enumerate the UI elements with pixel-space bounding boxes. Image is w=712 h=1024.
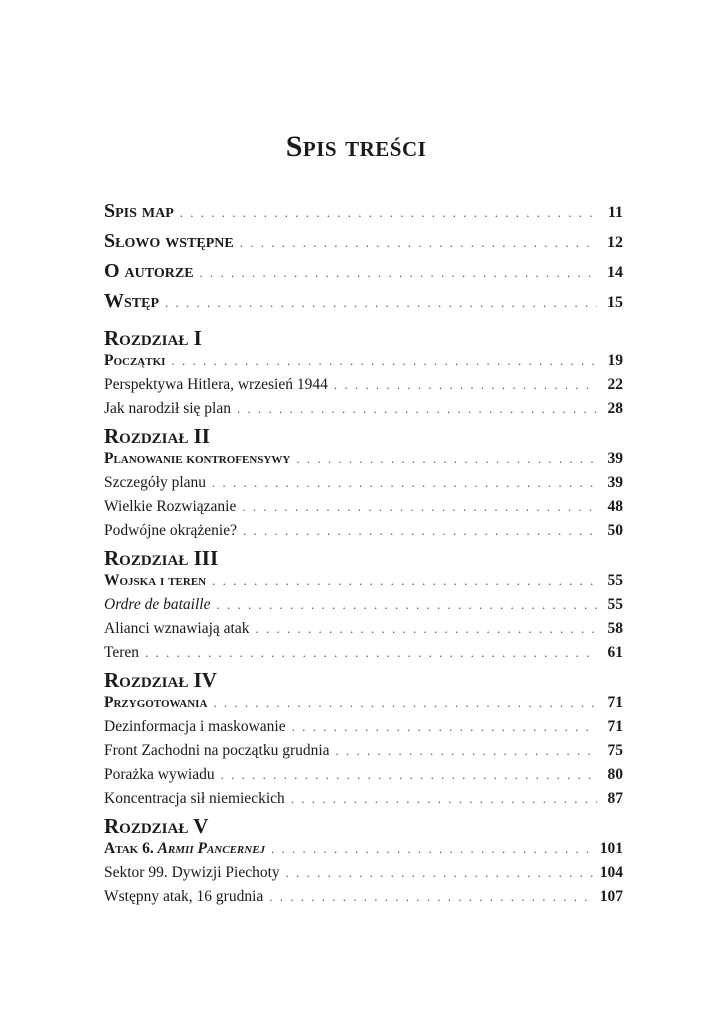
dot-leader <box>242 499 597 515</box>
entry-label: Wojska i teren <box>104 572 207 589</box>
entry-label: Przygotowania <box>104 694 208 711</box>
entry-page: 71 <box>607 718 623 735</box>
entry-label: Wstępny atak, 16 grudnia <box>104 888 264 905</box>
entry-page: 50 <box>607 522 623 539</box>
entry-page: 19 <box>607 352 623 369</box>
entry-label: Ordre de bataille <box>104 596 211 613</box>
entry-page: 61 <box>607 644 623 661</box>
entry-label: Porażka wywiadu <box>104 766 215 783</box>
chapter-heading: Rozdział IV <box>104 668 217 692</box>
dot-leader <box>334 377 597 393</box>
toc-entry[interactable] <box>104 790 623 808</box>
entry-page: 104 <box>599 864 623 881</box>
entry-label: Wstęp <box>104 290 160 312</box>
entry-label-italic: Armii Pancernej <box>157 840 266 857</box>
toc-entry[interactable] <box>104 718 623 736</box>
entry-page: 87 <box>607 790 623 807</box>
entry-page: 75 <box>607 742 623 759</box>
entry-page: 12 <box>607 234 623 251</box>
dot-leader <box>292 719 597 735</box>
toc-entry-wstep[interactable] <box>104 290 623 313</box>
toc-entry[interactable] <box>104 498 623 516</box>
entry-page: 22 <box>607 376 623 393</box>
entry-label: O autorze <box>104 260 194 282</box>
entry-page: 28 <box>607 400 623 417</box>
dot-leader <box>240 235 597 251</box>
toc-entry[interactable] <box>104 766 623 784</box>
toc-chapter-title[interactable] <box>104 694 623 712</box>
entry-page: 48 <box>607 498 623 515</box>
toc-entry[interactable] <box>104 376 623 394</box>
entry-page: 71 <box>607 694 623 711</box>
entry-label: Planowanie kontrofensywy <box>104 450 291 467</box>
entry-label: Jak narodził się plan <box>104 400 231 417</box>
dot-leader <box>243 523 597 539</box>
toc-entry[interactable] <box>104 742 623 760</box>
dot-leader <box>145 645 597 661</box>
dot-leader <box>212 475 597 491</box>
entry-label: Sektor 99. Dywizji Piechoty <box>104 864 280 881</box>
entry-label: Początki <box>104 352 166 369</box>
toc-chapter-title[interactable] <box>104 450 623 468</box>
entry-page: 55 <box>607 596 623 613</box>
entry-label: Koncentracja sił niemieckich <box>104 790 285 807</box>
entry-label: Spis map <box>104 200 174 222</box>
toc-chapter-title[interactable] <box>104 572 623 590</box>
entry-page: 39 <box>607 450 623 467</box>
toc-chapter-title[interactable] <box>104 840 623 858</box>
chapter-heading: Rozdział II <box>104 424 210 448</box>
entry-page: 80 <box>607 766 623 783</box>
dot-leader <box>216 597 597 613</box>
toc-entry-spis-map[interactable] <box>104 200 623 223</box>
dot-leader <box>291 791 597 807</box>
entry-label: Perspektywa Hitlera, wrzesień 1944 <box>104 376 328 393</box>
toc-chapter-title[interactable] <box>104 352 623 370</box>
entry-label: Wielkie Rozwiązanie <box>104 498 237 515</box>
entry-page: 55 <box>607 572 623 589</box>
entry-page: 58 <box>607 620 623 637</box>
entry-page: 14 <box>607 264 623 281</box>
toc-entry-slowo-wstepne[interactable] <box>104 230 623 253</box>
toc-entry[interactable] <box>104 474 623 492</box>
entry-label: Słowo wstępne <box>104 230 234 252</box>
entry-label: Teren <box>104 644 140 661</box>
entry-label: Szczegóły planu <box>104 474 207 491</box>
entry-page: 15 <box>607 294 623 311</box>
toc-entry[interactable] <box>104 888 623 906</box>
toc-entry[interactable] <box>104 620 623 638</box>
toc-entry[interactable] <box>104 864 623 882</box>
chapter-heading: Rozdział I <box>104 326 202 350</box>
dot-leader <box>200 265 597 281</box>
entry-page: 11 <box>607 204 623 221</box>
toc-entry-o-autorze[interactable] <box>104 260 623 283</box>
page-title: Spis treści <box>285 130 427 163</box>
entry-page: 39 <box>607 474 623 491</box>
chapter-heading: Rozdział V <box>104 814 209 838</box>
dot-leader <box>296 451 597 467</box>
dot-leader <box>171 353 597 369</box>
chapter-heading: Rozdział III <box>104 546 219 570</box>
entry-label <box>104 840 265 858</box>
entry-label: Dezinformacja i maskowanie <box>104 718 286 735</box>
entry-label-prefix: Atak 6. <box>104 840 154 857</box>
toc-entry[interactable] <box>104 644 623 662</box>
dot-leader <box>213 695 597 711</box>
entry-page: 101 <box>599 840 623 857</box>
dot-leader <box>255 621 597 637</box>
entry-label: Podwójne okrążenie? <box>104 522 237 539</box>
dot-leader <box>180 205 597 221</box>
entry-page: 107 <box>599 888 623 905</box>
dot-leader <box>286 865 594 881</box>
dot-leader <box>165 295 597 311</box>
dot-leader <box>237 401 597 417</box>
entry-label: Alianci wznawiają atak <box>104 620 250 637</box>
toc-entry[interactable] <box>104 400 623 418</box>
dot-leader <box>269 889 593 905</box>
dot-leader <box>271 841 594 857</box>
toc-entry[interactable] <box>104 522 623 540</box>
dot-leader <box>221 767 597 783</box>
dot-leader <box>336 743 597 759</box>
toc-entry[interactable] <box>104 596 623 614</box>
entry-label: Front Zachodni na początku grudnia <box>104 742 330 759</box>
dot-leader <box>212 573 597 589</box>
